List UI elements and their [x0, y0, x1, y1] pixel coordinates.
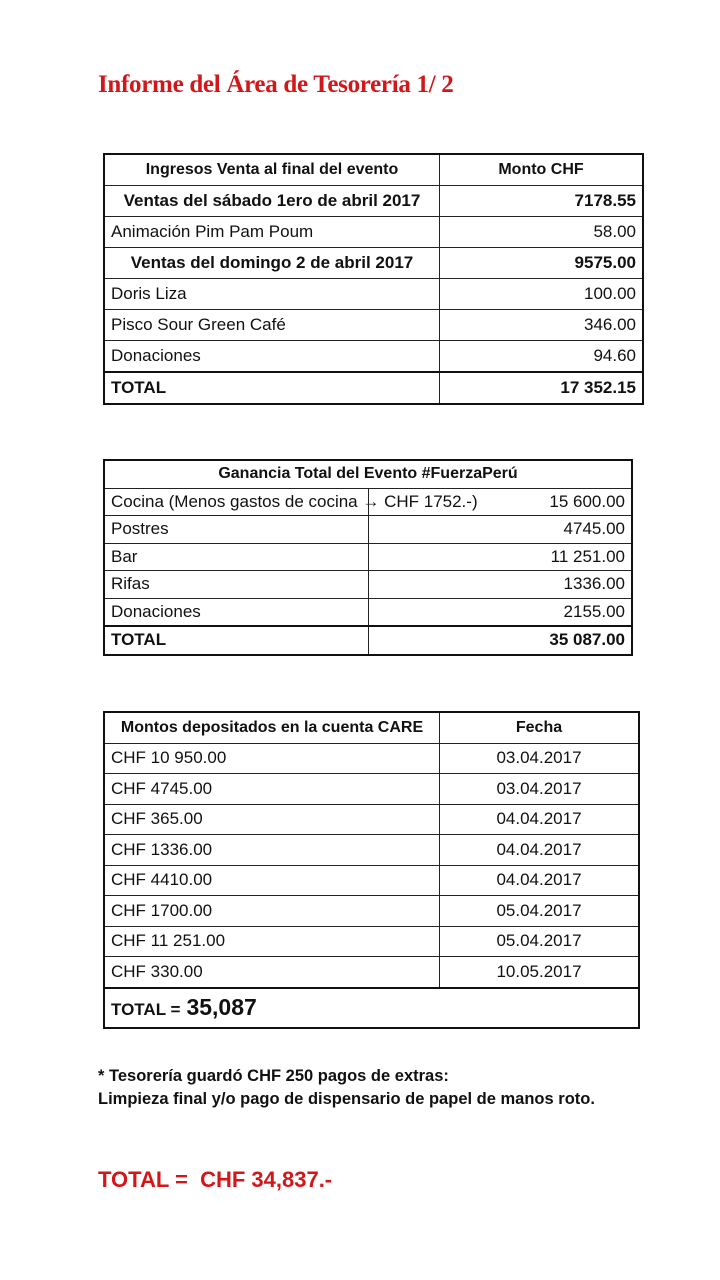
row-label: Ventas del sábado 1ero de abril 2017 [104, 186, 440, 217]
table-row [104, 926, 639, 957]
report-title: Informe del Área de Tesorería 1/ 2 [98, 71, 454, 98]
deposit-amount: CHF 330.00 [104, 957, 440, 988]
row-label: Animación Pim Pam Poum [104, 217, 440, 248]
row-value: 7178.55 [440, 186, 644, 217]
table-row [104, 341, 643, 373]
deposit-date: 04.04.2017 [440, 865, 640, 896]
deposit-date: 10.05.2017 [440, 957, 640, 988]
grand-total: TOTAL = CHF 34,837.- [98, 1167, 333, 1192]
table-row [104, 774, 639, 805]
total-row [104, 372, 643, 404]
row-label: Ventas del domingo 2 de abril 2017 [104, 248, 440, 279]
deposit-date: 03.04.2017 [440, 774, 640, 805]
total-label: TOTAL = [111, 1000, 181, 1019]
total-value: 35,087 [186, 994, 257, 1020]
deposit-date: 05.04.2017 [440, 896, 640, 927]
table-row [104, 516, 632, 544]
table-row [104, 804, 639, 835]
total-row [104, 626, 632, 655]
row-label: Postres [104, 516, 368, 544]
row-value: 58.00 [440, 217, 644, 248]
depositos-header-date: Fecha [440, 712, 640, 743]
table-row [104, 865, 639, 896]
ganancia-header: Ganancia Total del Evento #FuerzaPerú [104, 460, 632, 488]
table-row [104, 896, 639, 927]
table-row [104, 598, 632, 626]
row-label: Pisco Sour Green Café [104, 310, 440, 341]
row-value: 94.60 [440, 341, 644, 373]
row-label: Doris Liza [104, 279, 440, 310]
row-value: 346.00 [440, 310, 644, 341]
deposit-amount: CHF 10 950.00 [104, 743, 440, 774]
depositos-header-amount: Montos depositados en la cuenta CARE [104, 712, 440, 743]
row-value: 1336.00 [368, 571, 632, 599]
deposit-amount: CHF 4745.00 [104, 774, 440, 805]
row-value: 9575.00 [440, 248, 644, 279]
row-label: Rifas [104, 571, 368, 599]
table-header-row [104, 460, 632, 488]
deposit-date: 04.04.2017 [440, 835, 640, 866]
row-label: Donaciones [104, 598, 368, 626]
total-value: 17 352.15 [440, 372, 644, 404]
ingresos-header-amount: Monto CHF [440, 154, 644, 186]
ganancia-table [103, 459, 633, 656]
total-label: TOTAL [104, 372, 440, 404]
row-label: Cocina (Menos gastos de cocina → CHF 1752.-) [104, 488, 368, 516]
deposit-amount: CHF 4410.00 [104, 865, 440, 896]
depositos-table [103, 711, 640, 1029]
table-row [104, 248, 643, 279]
table-row [104, 488, 632, 516]
note-line-2: Limpieza final y/o pago de dispensario de papel de manos roto. [98, 1090, 595, 1108]
deposit-date: 03.04.2017 [440, 743, 640, 774]
row-value: 100.00 [440, 279, 644, 310]
total-label: TOTAL [104, 626, 368, 655]
table-row [104, 957, 639, 988]
total-value: 35 087.00 [368, 626, 632, 655]
row-value: 4745.00 [368, 516, 632, 544]
deposit-amount: CHF 1336.00 [104, 835, 440, 866]
row-value: 15 600.00 [368, 488, 632, 516]
table-row [104, 743, 639, 774]
table-row [104, 186, 643, 217]
row-value: 2155.00 [368, 598, 632, 626]
deposit-date: 04.04.2017 [440, 804, 640, 835]
table-row [104, 571, 632, 599]
deposit-amount: CHF 365.00 [104, 804, 440, 835]
deposit-date: 05.04.2017 [440, 926, 640, 957]
table-row [104, 279, 643, 310]
deposit-amount: CHF 1700.00 [104, 896, 440, 927]
ingresos-header-concept: Ingresos Venta al final del evento [104, 154, 440, 186]
table-header-row [104, 712, 639, 743]
table-row [104, 310, 643, 341]
deposit-total-cell [104, 988, 639, 1028]
table-row [104, 217, 643, 248]
row-label: Donaciones [104, 341, 440, 373]
note-line-1: * Tesorería guardó CHF 250 pagos de extras: [98, 1067, 449, 1085]
row-label: Bar [104, 543, 368, 571]
treasury-note [98, 1065, 595, 1111]
row-value: 11 251.00 [368, 543, 632, 571]
table-row [104, 543, 632, 571]
ingresos-table [103, 153, 644, 405]
table-row [104, 835, 639, 866]
deposit-amount: CHF 11 251.00 [104, 926, 440, 957]
total-row [104, 988, 639, 1028]
table-header-row [104, 154, 643, 186]
